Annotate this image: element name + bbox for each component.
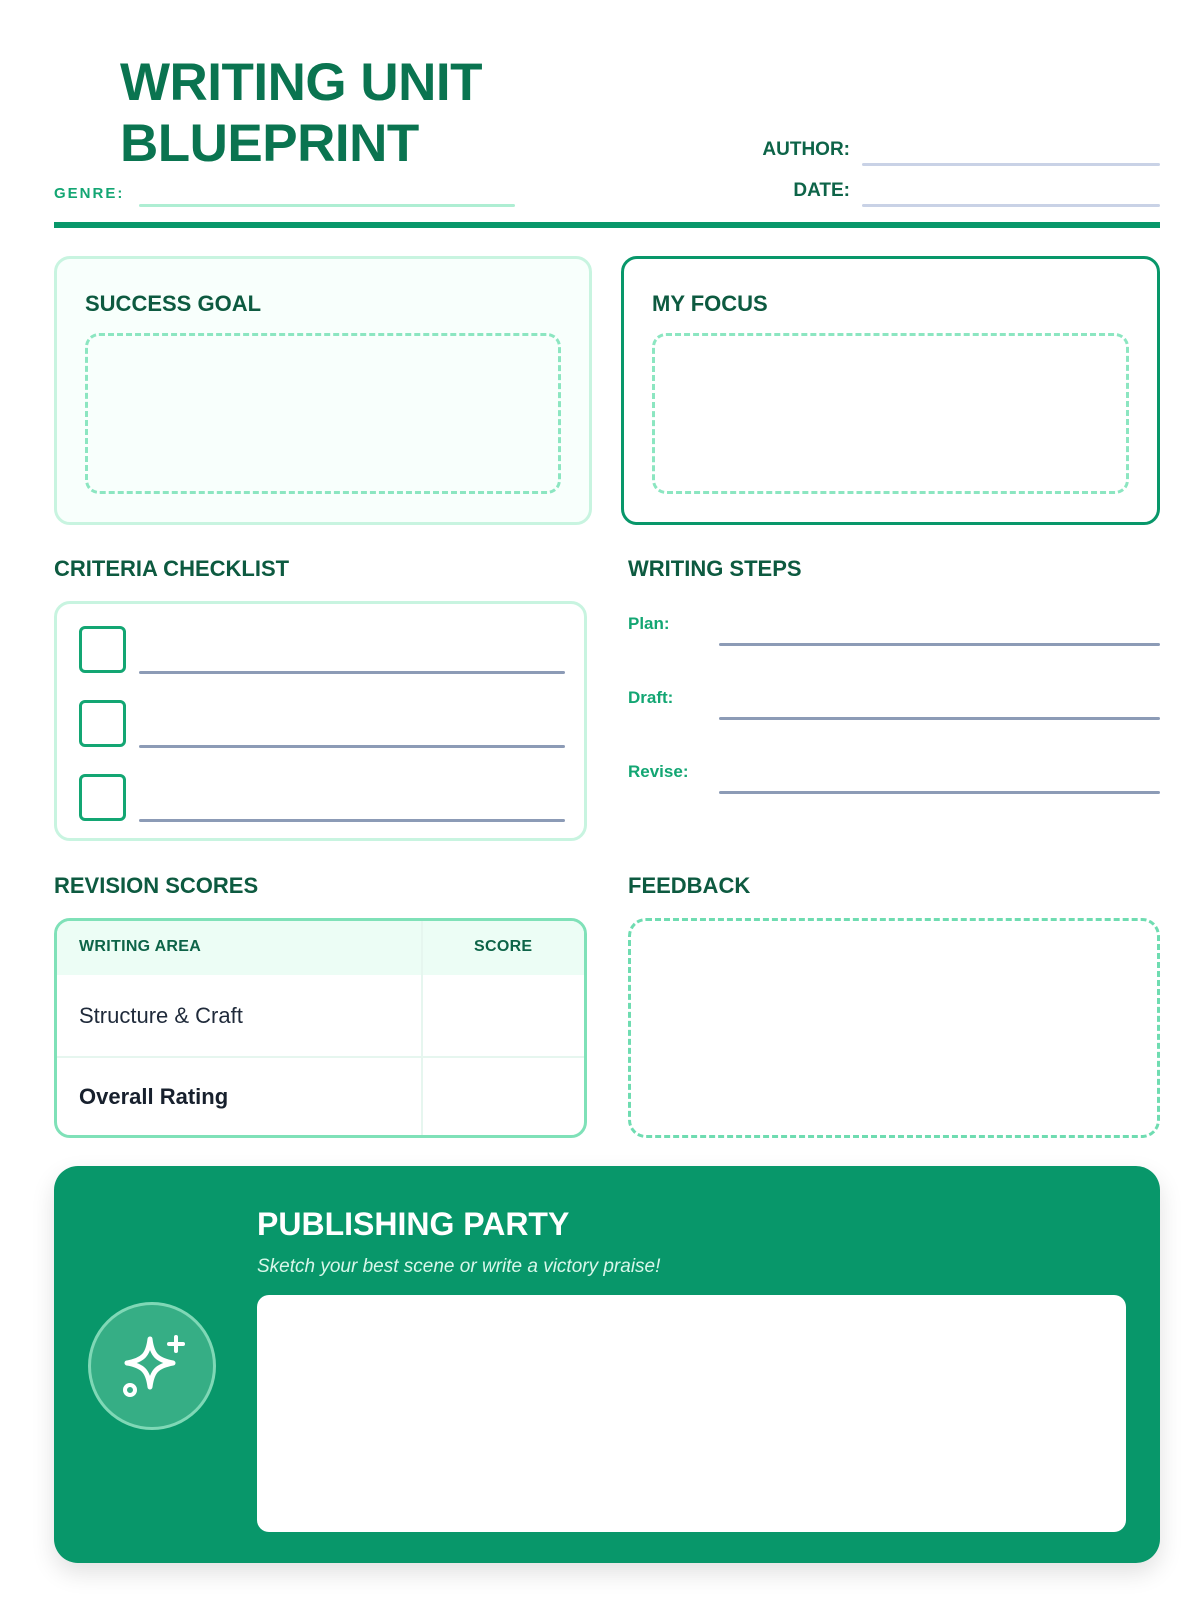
author-label: AUTHOR: — [762, 139, 850, 160]
success-goal-input-area[interactable] — [85, 333, 561, 494]
sketch-area[interactable] — [257, 1295, 1126, 1532]
checklist-item — [79, 626, 565, 674]
table-row-label: Overall Rating — [79, 1084, 229, 1109]
column-header-writing-area: WRITING AREA — [79, 938, 202, 955]
step-label-revise: Revise: — [628, 762, 689, 781]
step-label-plan: Plan: — [628, 614, 670, 633]
checklist-item — [79, 774, 565, 822]
page-title — [120, 52, 482, 174]
header-divider — [54, 222, 1160, 228]
date-label: DATE: — [793, 180, 850, 201]
step-label-draft: Draft: — [628, 688, 674, 707]
criteria-checklist-title: CRITERIA CHECKLIST — [54, 556, 290, 581]
genre-field[interactable] — [139, 204, 515, 207]
my-focus-title: MY FOCUS — [652, 291, 768, 316]
criteria-checklist — [54, 601, 587, 841]
title-line-1: WRITING UNIT — [120, 53, 482, 112]
success-goal-card — [54, 256, 592, 525]
success-goal-title: SUCCESS GOAL — [85, 291, 262, 316]
revision-scores-title: REVISION SCORES — [54, 873, 259, 898]
title-line-2: BLUEPRINT — [120, 114, 419, 173]
step-line-plan[interactable] — [719, 643, 1160, 646]
checklist-line[interactable] — [139, 745, 565, 748]
checklist-line[interactable] — [139, 819, 565, 822]
publishing-party-subtitle: Sketch your best scene or write a victory praise! — [257, 1256, 661, 1277]
sparkle-icon — [88, 1302, 216, 1430]
publishing-party-panel — [54, 1166, 1160, 1563]
checkbox[interactable] — [79, 626, 126, 673]
author-field[interactable] — [862, 163, 1160, 166]
my-focus-card — [621, 256, 1160, 525]
step-line-draft[interactable] — [719, 717, 1160, 720]
feedback-title: FEEDBACK — [628, 873, 751, 898]
checklist-line[interactable] — [139, 671, 565, 674]
checkbox[interactable] — [79, 774, 126, 821]
checkbox[interactable] — [79, 700, 126, 747]
column-header-score: SCORE — [474, 938, 533, 955]
checklist-item — [79, 700, 565, 748]
table-row-label: Structure & Craft — [79, 1003, 243, 1028]
row-divider — [57, 1056, 584, 1058]
step-line-revise[interactable] — [719, 791, 1160, 794]
genre-label: GENRE: — [54, 185, 125, 202]
column-divider — [421, 921, 423, 1135]
publishing-party-title: PUBLISHING PARTY — [257, 1206, 570, 1242]
writing-steps-title: WRITING STEPS — [628, 556, 802, 581]
date-field[interactable] — [862, 204, 1160, 207]
revision-scores-table — [54, 918, 587, 1138]
my-focus-input-area[interactable] — [652, 333, 1129, 494]
feedback-input-area[interactable] — [628, 918, 1160, 1138]
